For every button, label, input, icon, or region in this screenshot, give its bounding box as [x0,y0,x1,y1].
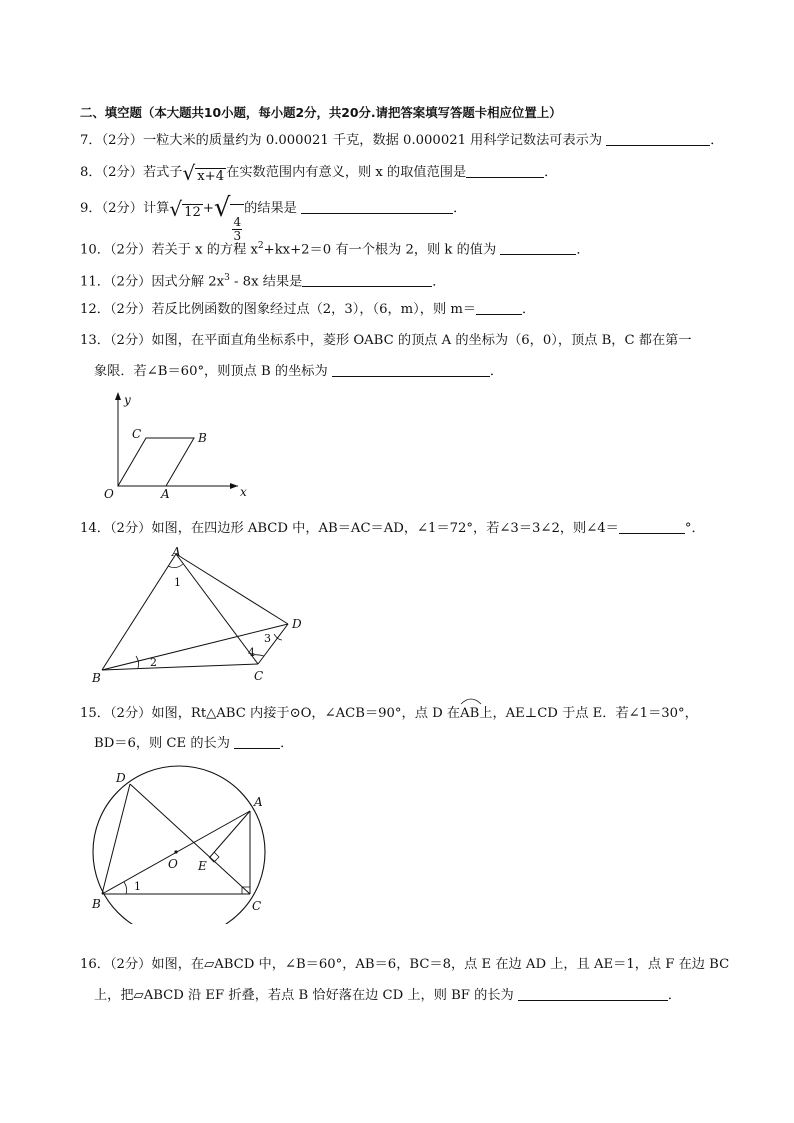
q14-end: °． [684,521,705,536]
q14-angle-4: 4 [248,646,255,659]
q13-label-O: O [104,487,114,501]
question-10 [80,236,590,260]
q13-label-C: C [132,427,142,441]
q12-number: 12． [80,302,110,317]
q11-answer-blank[interactable] [302,272,432,287]
question-14 [80,519,705,539]
question-13-line-1 [80,331,692,351]
q9-frac-num: 4 [233,215,242,229]
q9-radicand-1: 12 [184,205,201,220]
q15-segment-BD [102,784,130,894]
q14-label-A: A [172,545,181,559]
q15-label-O: O [168,857,178,871]
q14-segment-BC [102,664,258,670]
q15-label-D: D [116,771,126,785]
question-8 [80,163,557,187]
question-12 [80,300,535,320]
q13-line-1: 如图，在平面直角坐标系中，菱形 OABC 的顶点 A 的坐标为（6，0），顶点 B，C 都在第一 [151,333,692,348]
q11-score: （2分） [109,274,152,290]
q15-angle-1: 1 [134,880,141,893]
q15-end: ． [280,736,294,751]
q11-number: 11． [80,274,110,290]
q8-end: ． [544,165,558,180]
q9-sqrt-frac: √ $\frac{4}{3}$ [214,198,244,243]
q12-score: （2分） [109,302,152,317]
question-7 [80,131,723,151]
q14-segment-AC [176,554,258,664]
q13-label-A: A [161,487,170,501]
q9-score: （2分） [101,201,143,216]
q15-line-1-after: 上，AE⊥CD 于点 E．若∠1＝30°， [479,706,698,721]
q7-text: 一粒大米的质量约为 0.000021 千克，数据 0.000021 用科学记数法可表示为 [142,133,603,148]
q9-frac-den: 3 [233,229,242,243]
q14-text: 如图，在四边形 ABCD 中，AB＝AC＝AD，∠1＝72°，若∠3＝3∠2，则∠4＝ [151,521,619,536]
q14-angle-1: 1 [174,576,181,589]
q10-text-before: 若关于 x 的方程 x [151,242,258,258]
q7-score: （2分） [101,133,143,148]
q14-label-C: C [254,669,264,683]
q11-text-before: 因式分解 2x [151,274,225,290]
question-15-line-1 [80,701,698,724]
q9-end: ． [453,201,467,216]
q7-number: 7． [80,133,102,148]
q13-score: （2分） [109,333,152,348]
q11-text-after: - 8x 结果是 [229,274,303,290]
q14-segment-BD [102,624,288,670]
q13-y-arrow [115,392,121,400]
q13-end: ． [489,364,504,379]
q15-segment-AE [210,811,250,857]
q13-label-x: x [240,485,247,499]
q16-end: ． [667,988,682,1003]
q15-arc-mark [460,697,482,705]
q16-line-2: 上，把▱ABCD 沿 EF 折叠，若点 B 恰好落在边 CD 上，则 BF 的长为 [94,988,514,1003]
q14-label-B: B [92,671,101,685]
q13-rhombus [118,438,194,486]
q14-answer-blank[interactable] [619,519,685,534]
q13-number: 13． [80,333,110,348]
q12-text: 若反比例函数的图象经过点（2，3），（6，m），则 m＝ [151,302,477,317]
q8-score: （2分） [101,165,143,180]
q12-answer-blank[interactable] [476,300,522,315]
section-title: 二、填空题（本大题共10小题，每小题2分，共20分.请把答案填写答题卡相应位置上） [80,105,562,120]
question-11 [80,268,445,292]
q14-score: （2分） [109,521,152,536]
q8-text-before: 若式子 [142,165,183,180]
question-16-line-1 [80,955,729,975]
q8-text-after: 在实数范围内有意义，则 x 的取值范围是 [226,165,467,180]
q8-number: 8． [80,165,102,180]
q9-text-after: 的结果是 [244,201,297,216]
q9-text-before: 计算 [142,201,170,216]
q14-label-D: D [292,617,302,631]
q15-label-C: C [252,899,262,913]
q15-label-B: B [92,897,101,911]
q15-arc-text: AB [460,706,480,721]
q11-sup: 3 [224,273,230,283]
q15-line-1-before: 如图，Rt△ABC 内接于⊙O，∠ACB＝90°，点 D 在 [151,706,461,721]
question-13-line-2 [94,362,503,382]
q10-sup: 2 [257,241,264,251]
q10-answer-blank[interactable] [500,240,576,255]
q9-answer-blank[interactable] [301,199,453,214]
q14-number: 14． [80,521,110,536]
q15-label-A: A [254,795,263,809]
q13-line-2: 象限．若∠B＝60°，则顶点 B 的坐标为 [94,364,328,379]
q15-number: 15． [80,706,110,721]
q7-end: ． [710,133,724,148]
q9-sqrt-12: √ 12 [169,197,201,221]
q9-number: 9． [80,201,102,216]
q11-end: ． [432,274,446,290]
q13-answer-blank[interactable] [332,362,490,377]
q14-segment-AB [102,554,176,670]
q15-center-dot [174,850,177,853]
q15-answer-blank[interactable] [234,734,280,749]
q15-arc-ab [460,701,479,724]
q16-answer-blank[interactable] [518,986,668,1001]
q14-angle-2: 2 [150,656,157,669]
q8-radicand: x+4 [197,169,225,184]
q13-x-arrow [230,483,238,489]
q15-score: （2分） [109,706,152,721]
q10-score: （2分） [109,242,152,258]
q13-label-y: y [124,393,131,407]
q15-segment-DC [130,784,250,894]
q13-figure [88,388,258,506]
q14-figure [88,542,314,688]
q13-label-B: B [198,431,207,445]
q12-end: ． [522,302,536,317]
q10-number: 10． [80,242,110,258]
q8-answer-blank[interactable] [466,163,544,178]
q10-end: ． [576,242,590,258]
q15-figure [88,764,278,924]
q14-segment-AD [176,554,288,624]
q14-arc-1 [168,564,183,568]
q14-angle-3: 3 [264,632,271,645]
q16-score: （2分） [109,957,152,972]
q7-answer-blank[interactable] [606,131,710,146]
q10-text-mid: +kx+2＝0 有一个根为 2，则 k 的值为 [263,242,497,258]
q8-sqrt: √ x+4 [182,161,225,185]
q16-number: 16． [80,957,110,972]
question-15-line-2 [94,734,293,754]
q15-label-E: E [198,859,207,873]
q16-line-1: 如图，在▱ABCD 中，∠B＝60°，AB＝6，BC＝8，点 E 在边 AD 上，且 AE＝1，点 F 在边 BC [151,957,730,972]
question-16-line-2 [94,986,681,1006]
q15-line-2: BD＝6，则 CE 的长为 [94,736,230,751]
q15-circle [93,766,265,924]
q9-plus: + [202,201,214,216]
q15-arc-1 [124,882,127,894]
